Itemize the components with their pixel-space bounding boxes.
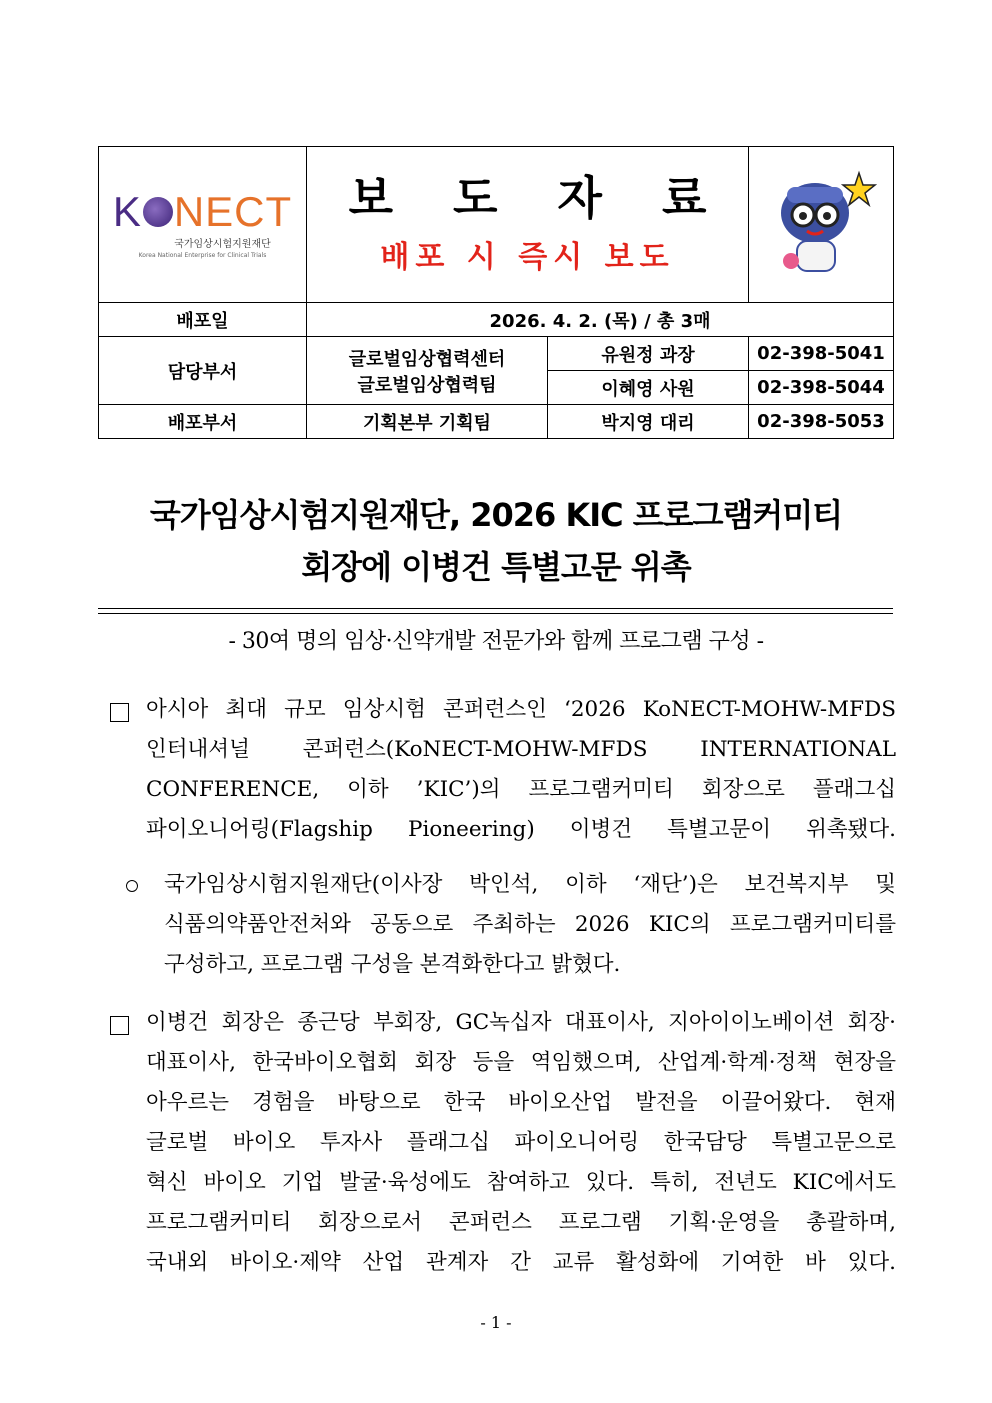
logo-cell (99, 147, 307, 303)
dept-name (307, 337, 548, 405)
paragraph-line: 구성하고, 프로그램 구성을 본격화한다고 밝혔다. (164, 952, 621, 977)
paragraph-1 (146, 690, 896, 850)
paragraph-line: 국내외 바이오·제약 산업 관계자 간 교류 활성화에 기여한 바 있다. (146, 1250, 896, 1275)
dept-label: 담당부서 (99, 337, 307, 405)
contact-2-phone: 02-398-5044 (749, 371, 894, 405)
contact-2-name: 이혜영 사원 (548, 371, 749, 405)
dist-dept: 기획본부 기획팀 (307, 405, 548, 439)
globe-icon (143, 197, 173, 227)
logo-english-name: Korea National Enterprise for Clinical Trials (138, 251, 267, 259)
paragraph-line: 글로벌 바이오 투자사 플래그십 파이오니어링 한국담당 특별고문으로 (146, 1130, 896, 1155)
paragraph-line: 파이오니어링(Flagship Pioneering) 이병건 특별고문이 위촉됐다. (146, 817, 896, 842)
konect-logo (99, 187, 306, 259)
mascot-scientist-icon (765, 165, 877, 285)
press-release-header-table (98, 146, 894, 439)
subheadline: - 30여 명의 임상·신약개발 전문가와 함께 프로그램 구성 - (228, 629, 764, 654)
mascot-cell (749, 147, 894, 303)
paragraph-line: 혁신 바이오 기업 발굴·육성에도 참여하고 있다. 특히, 전년도 KIC에서도 (146, 1170, 896, 1195)
title-cell (307, 147, 749, 303)
contact-1-phone: 02-398-5041 (749, 337, 894, 371)
paragraph-3 (146, 1003, 896, 1283)
release-note: 배포 시 즉시 보도 (380, 239, 675, 275)
checkbox-square-icon (110, 1016, 129, 1035)
date-value: 2026. 4. 2. (목) / 총 3매 (307, 303, 894, 337)
contact-1-name: 유원정 과장 (548, 337, 749, 371)
divider-rule-bottom (98, 613, 893, 614)
date-label: 배포일 (99, 303, 307, 337)
paragraph-line: 식품의약품안전처와 공동으로 주최하는 2026 KIC의 프로그램커미티를 (164, 912, 896, 937)
dist-label: 배포부서 (99, 405, 307, 439)
paragraph-line: 이병건 회장은 종근당 부회장, GC녹십자 대표이사, 지아이이노베이션 회장· (146, 1010, 896, 1035)
contact-3-name: 박지영 대리 (548, 405, 749, 439)
checkbox-square-icon (110, 703, 129, 722)
page-number: - 1 - (480, 1313, 512, 1332)
paragraph-line: 프로그램커미티 회장으로서 콘퍼런스 프로그램 기획·운영을 총괄하며, (146, 1210, 896, 1235)
headline-line-2: 회장에 이병건 특별고문 위촉 (301, 548, 691, 586)
logo-korean-name: 국가임상시험지원재단 (174, 238, 271, 250)
headline-line-1: 국가임상시험지원재단, 2026 KIC 프로그램커미티 (149, 496, 843, 534)
page-title: 보 도 자 료 (348, 171, 729, 226)
paragraph-line: 아우르는 경험을 바탕으로 한국 바이오산업 발전을 이끌어왔다. 현재 (146, 1090, 896, 1115)
dept-line-1: 글로벌임상협력센터 (348, 348, 506, 370)
paragraph-line: CONFERENCE, 이하 ’KIC’)의 프로그램커미티 회장으로 플래그십 (146, 777, 896, 802)
paragraph-2 (164, 865, 896, 985)
dept-line-2: 글로벌임상협력팀 (357, 374, 497, 396)
paragraph-line: 국가임상시험지원재단(이사장 박인석, 이하 ‘재단’)은 보건복지부 및 (164, 872, 896, 897)
bullet-circle-icon (126, 880, 138, 892)
divider-rule-top (98, 608, 893, 609)
logo-wordmark: K NECT (112, 187, 293, 235)
paragraph-line: 대표이사, 한국바이오협회 회장 등을 역임했으며, 산업계·학계·정책 현장을 (146, 1050, 896, 1075)
paragraph-line: 인터내셔널 콘퍼런스(KoNECT-MOHW-MFDS INTERNATIONAL (146, 737, 896, 762)
contact-3-phone: 02-398-5053 (749, 405, 894, 439)
paragraph-line: 아시아 최대 규모 임상시험 콘퍼런스인 ‘2026 KoNECT-MOHW-MFDS (146, 697, 896, 722)
